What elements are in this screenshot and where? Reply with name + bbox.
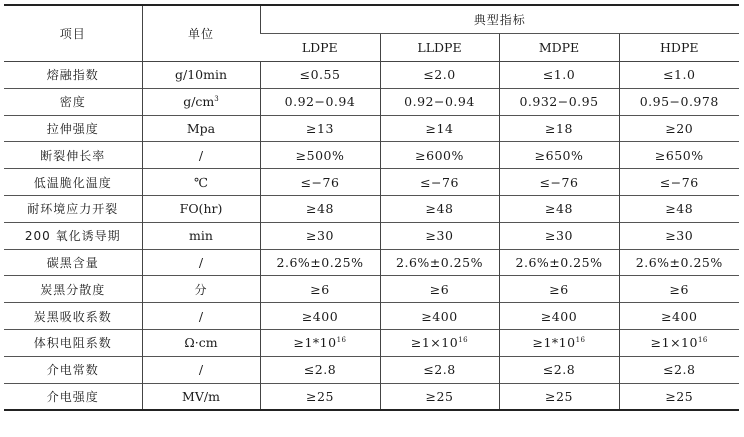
table-row: [4, 222, 739, 249]
unit-superscript: 3: [214, 95, 219, 104]
value-lldpe: ≤−76: [380, 169, 499, 196]
value-ldpe: ≥30: [260, 222, 380, 249]
header-grade-ldpe: LDPE: [260, 34, 380, 62]
value-base: ≥1*10: [293, 335, 337, 351]
table-row: [4, 169, 739, 196]
value-ldpe: [260, 329, 380, 356]
row-unit: Mpa: [142, 115, 260, 142]
value-mdpe: ≥6: [499, 276, 619, 303]
value-mdpe: 2.6%±0.25%: [499, 249, 619, 276]
value-hdpe: 2.6%±0.25%: [619, 249, 739, 276]
value-ldpe: 2.6%±0.25%: [260, 249, 380, 276]
value-lldpe: ≥400: [380, 303, 499, 330]
table-row: [4, 383, 739, 410]
row-unit: /: [142, 249, 260, 276]
value-hdpe: ≥20: [619, 115, 739, 142]
value-ldpe: ≥25: [260, 383, 380, 410]
row-item: 断裂伸长率: [40, 148, 106, 163]
row-unit: /: [142, 303, 260, 330]
value-lldpe: ≥25: [380, 383, 499, 410]
value-lldpe: ≤2.0: [380, 62, 499, 89]
row-unit: Ω·cm: [142, 329, 260, 356]
row-unit: ℃: [142, 169, 260, 196]
value-lldpe: 0.92−0.94: [380, 88, 499, 115]
spec-table: [4, 4, 739, 411]
value-ldpe: ≥400: [260, 303, 380, 330]
value-lldpe: ≥6: [380, 276, 499, 303]
value-ldpe: ≥13: [260, 115, 380, 142]
row-item: 耐环境应力开裂: [27, 202, 119, 217]
row-item: 炭黑分散度: [40, 282, 106, 297]
value-exponent: 16: [697, 336, 708, 345]
value-ldpe: ≥6: [260, 276, 380, 303]
value-hdpe: ≥400: [619, 303, 739, 330]
value-hdpe: ≥6: [619, 276, 739, 303]
row-unit: [142, 88, 260, 115]
unit-base: g/cm: [183, 94, 215, 110]
value-mdpe: ≤1.0: [499, 62, 619, 89]
value-mdpe: ≥30: [499, 222, 619, 249]
row-item: 炭黑吸收系数: [33, 309, 112, 324]
header-grade-mdpe: MDPE: [499, 34, 619, 62]
value-base: ≥1×10: [650, 335, 698, 351]
value-hdpe: ≥30: [619, 222, 739, 249]
value-mdpe: ≤−76: [499, 169, 619, 196]
value-base: ≥1*10: [532, 335, 576, 351]
value-ldpe: ≤0.55: [260, 62, 380, 89]
row-unit: FO(hr): [142, 195, 260, 222]
row-item: 体积电阻系数: [33, 336, 112, 351]
table-row: [4, 115, 739, 142]
header-grade-lldpe: LLDPE: [380, 34, 499, 62]
value-mdpe: ≥48: [499, 195, 619, 222]
row-item: 介电强度: [4, 383, 142, 410]
table-row: [4, 62, 739, 89]
table-row: [4, 329, 739, 356]
value-ldpe: ≤−76: [260, 169, 380, 196]
value-hdpe: ≤−76: [619, 169, 739, 196]
header-row: [4, 5, 739, 34]
table-row: [4, 195, 739, 222]
value-lldpe: 2.6%±0.25%: [380, 249, 499, 276]
header-unit: 单位: [142, 5, 260, 62]
row-item: 拉伸强度: [46, 121, 99, 136]
value-ldpe: ≤2.8: [260, 356, 380, 383]
row-item: 低温脆化温度: [33, 175, 112, 190]
row-unit: /: [142, 142, 260, 169]
value-hdpe: 0.95−0.978: [619, 88, 739, 115]
table-row: [4, 356, 739, 383]
row-unit: 分: [142, 276, 260, 303]
value-hdpe: ≤2.8: [619, 356, 739, 383]
row-item: 碳黑含量: [46, 255, 99, 270]
value-base: ≥1×10: [410, 335, 459, 351]
value-exponent: 16: [458, 336, 469, 345]
value-mdpe: ≥650%: [499, 142, 619, 169]
value-ldpe: 0.92−0.94: [260, 88, 380, 115]
value-lldpe: ≥30: [380, 222, 499, 249]
header-typical-values: 典型指标: [260, 5, 739, 34]
row-unit: min: [142, 222, 260, 249]
row-unit: MV/m: [142, 383, 260, 410]
value-exponent: 16: [336, 336, 347, 345]
table-row: [4, 303, 739, 330]
table-row: [4, 249, 739, 276]
row-unit: /: [142, 356, 260, 383]
value-lldpe: ≥14: [380, 115, 499, 142]
header-item: 项目: [4, 5, 142, 62]
value-mdpe: 0.932−0.95: [499, 88, 619, 115]
value-hdpe: ≥650%: [619, 142, 739, 169]
value-hdpe: ≤1.0: [619, 62, 739, 89]
table-row: [4, 88, 739, 115]
table-row: [4, 142, 739, 169]
value-mdpe: [499, 329, 619, 356]
value-mdpe: ≥400: [499, 303, 619, 330]
row-item: 200 氧化诱导期: [24, 229, 121, 244]
row-unit: g/10min: [142, 62, 260, 89]
value-hdpe: ≥25: [619, 383, 739, 410]
value-mdpe: ≥25: [499, 383, 619, 410]
row-item: 熔融指数: [46, 68, 99, 83]
value-mdpe: ≥18: [499, 115, 619, 142]
value-exponent: 16: [575, 336, 586, 345]
row-item: 密度: [59, 95, 86, 110]
row-item: 介电常数: [46, 363, 99, 378]
value-mdpe: ≤2.8: [499, 356, 619, 383]
value-hdpe: [619, 329, 739, 356]
value-hdpe: ≥48: [619, 195, 739, 222]
value-lldpe: ≤2.8: [380, 356, 499, 383]
header-grade-hdpe: HDPE: [619, 34, 739, 62]
value-lldpe: ≥48: [380, 195, 499, 222]
value-lldpe: ≥600%: [380, 142, 499, 169]
value-ldpe: ≥500%: [260, 142, 380, 169]
value-lldpe: [380, 329, 499, 356]
value-ldpe: ≥48: [260, 195, 380, 222]
table-row: [4, 276, 739, 303]
